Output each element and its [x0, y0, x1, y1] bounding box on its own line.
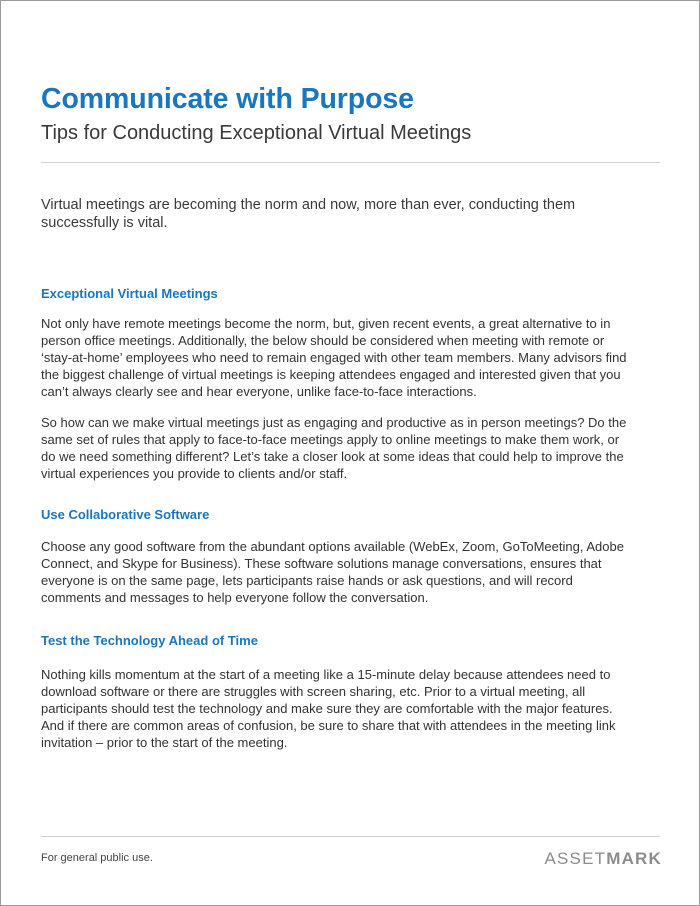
page-title: Communicate with Purpose [41, 83, 414, 115]
section-paragraph: So how can we make virtual meetings just as engaging and productive as in person meetings? Do the same set of rules that apply to face-to-face meetings apply to online meetings to make them work, or do we need something different? Let’s take a closer look at some ideas that could help to improve the virtual experiences you provide to clients and/or staff. [41, 415, 627, 481]
header-divider [41, 162, 660, 163]
section-paragraph: Choose any good software from the abundant options available (WebEx, Zoom, GoToMeeting, Adobe Connect, and Skype for Business). These software solutions manage conversations, ensures that everyone is on the same page, lets participants raise hands or ask questions, and will record comments and messages to help everyone follow the conversation. [41, 539, 624, 605]
section-paragraph: Not only have remote meetings become the norm, but, given recent events, a great alternative to in person office meetings. Additionally, the below should be considered when meeting with remote or ‘stay-at-home’ employees who need to remain engaged with other team members. Many advisors find the biggest challenge of virtual meetings is keeping attendees engaged and interested given that you can’t always clearly see and hear everyone, unlike face-to-face interactions. [41, 316, 627, 399]
header [41, 82, 661, 145]
section-heading-test-the-technology: Test the Technology Ahead of Time [41, 633, 258, 648]
footer-divider [41, 836, 660, 837]
section-heading-exceptional-virtual-meetings: Exceptional Virtual Meetings [41, 286, 218, 301]
section-heading-use-collaborative-software: Use Collaborative Software [41, 507, 210, 522]
page-subtitle: Tips for Conducting Exceptional Virtual Meetings [41, 122, 472, 144]
intro-paragraph: Virtual meetings are becoming the norm and now, more than ever, conducting them successfully is vital. [41, 197, 576, 231]
logo-part-asset: ASSET [544, 849, 607, 868]
logo-part-mark: MARK [606, 849, 662, 868]
footer-disclaimer: For general public use. [41, 852, 153, 864]
assetmark-logo [544, 849, 662, 869]
section-paragraph: Nothing kills momentum at the start of a meeting like a 15-minute delay because attendees need to download software or there are struggles with screen sharing, etc. Prior to a virtual meeting, all participants should test the technology and make sure they are comfortable with the major features. And if there are common areas of confusion, be sure to share that with attendees in the meeting link invitation – prior to the start of the meeting. [41, 667, 616, 750]
